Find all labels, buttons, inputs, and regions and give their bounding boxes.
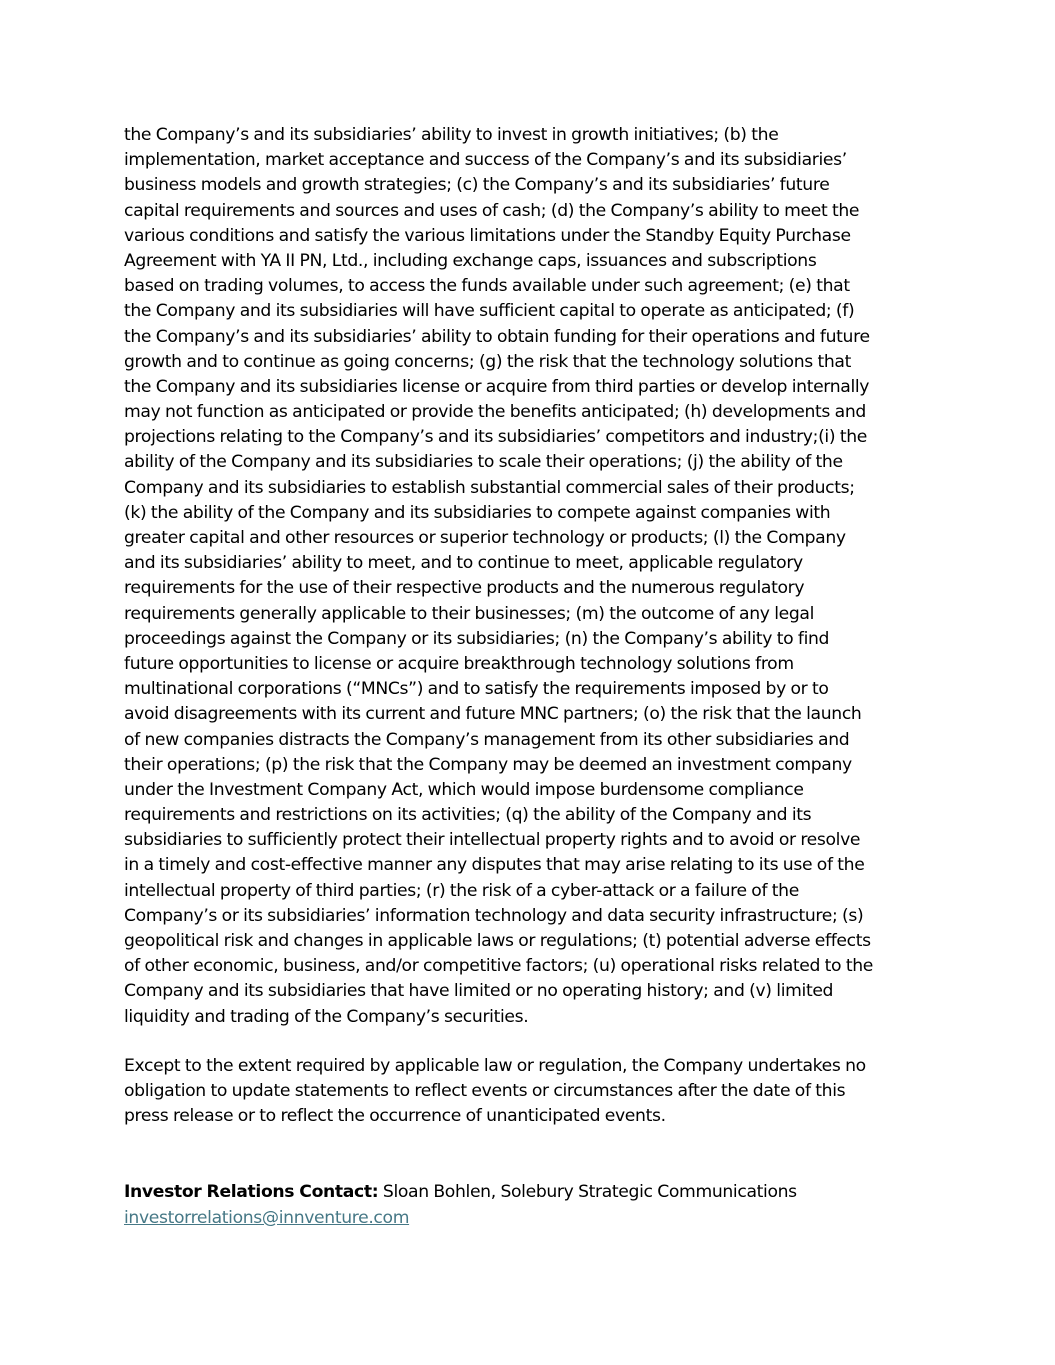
paragraph-line: may not function as anticipated or provide the benefits anticipated; (h) developments and — [124, 402, 866, 423]
paragraph-line: and its subsidiaries’ ability to meet, and to continue to meet, applicable regulatory — [124, 553, 803, 574]
section-spacer — [124, 1130, 942, 1181]
paragraph-line: press release or to reflect the occurrence of unanticipated events. — [124, 1106, 666, 1127]
contact-email-link[interactable]: investorrelations@innventure.com — [124, 1207, 410, 1228]
paragraph-line: requirements and restrictions on its activities; (q) the ability of the Company and its — [124, 805, 812, 826]
paragraph-line: implementation, market acceptance and success of the Company’s and its subsidiaries’ — [124, 150, 847, 171]
paragraph-line: capital requirements and sources and uses of cash; (d) the Company’s ability to meet the — [124, 200, 860, 221]
paragraph-line: geopolitical risk and changes in applicable laws or regulations; (t) potential adverse effects — [124, 931, 871, 951]
investor-relations-contact — [124, 1180, 942, 1230]
paragraph-line: the Company’s and its subsidiaries’ ability to obtain funding for their operations and future — [124, 326, 870, 347]
contact-name: Sloan Bohlen, Solebury Strategic Communications — [378, 1182, 797, 1203]
contact-label: Investor Relations Contact: — [124, 1182, 379, 1203]
paragraph-line: business models and growth strategies; (c) the Company’s and its subsidiaries’ future — [124, 175, 830, 196]
paragraph-line: requirements for the use of their respective products and the numerous regulatory — [124, 578, 805, 599]
paragraph-line: under the Investment Company Act, which would impose burdensome compliance — [124, 779, 804, 800]
forward-looking-risk-factors-paragraph — [124, 123, 942, 1030]
paragraph-line: growth and to continue as going concerns; (g) the risk that the technology solutions that — [124, 351, 851, 372]
paragraph-line: Except to the extent required by applicable law or regulation, the Company undertakes no — [124, 1056, 866, 1077]
paragraph-line: intellectual property of third parties; (r) the risk of a cyber-attack or a failure of the — [124, 880, 799, 901]
paragraph-line: projections relating to the Company’s and its subsidiaries’ competitors and industry;(i) the — [124, 427, 867, 448]
paragraph-spacer — [124, 1030, 942, 1054]
paragraph-line: various conditions and satisfy the various limitations under the Standby Equity Purchase — [124, 225, 851, 246]
paragraph-line: proceedings against the Company or its subsidiaries; (n) the Company’s ability to find — [124, 628, 830, 649]
paragraph-line: Company and its subsidiaries that have limited or no operating history; and (v) limited — [124, 981, 834, 1002]
paragraph-line: (k) the ability of the Company and its subsidiaries to compete against companies with — [124, 502, 831, 523]
contact-line — [124, 1180, 942, 1205]
document-page — [124, 123, 942, 1231]
paragraph-line: future opportunities to license or acquire breakthrough technology solutions from — [124, 653, 794, 674]
no-obligation-to-update-paragraph — [124, 1054, 942, 1130]
paragraph-line: Company’s or its subsidiaries’ information technology and data security infrastructure; (s) — [124, 905, 864, 926]
paragraph-line: of other economic, business, and/or competitive factors; (u) operational risks related to the — [124, 956, 873, 977]
paragraph-line: ability of the Company and its subsidiaries to scale their operations; (j) the ability of the — [124, 452, 843, 473]
paragraph-line: subsidiaries to sufficiently protect their intellectual property rights and to avoid or resolve — [124, 830, 861, 851]
paragraph-line: Company and its subsidiaries to establish substantial commercial sales of their products; — [124, 477, 855, 498]
paragraph-line: based on trading volumes, to access the funds available under such agreement; (e) that — [124, 276, 850, 297]
email-line — [124, 1206, 942, 1231]
paragraph-line: liquidity and trading of the Company’s securities. — [124, 1006, 529, 1027]
paragraph-line: the Company and its subsidiaries license or acquire from third parties or develop internally — [124, 376, 870, 397]
paragraph-line: multinational corporations (“MNCs”) and to satisfy the requirements imposed by or to — [124, 679, 829, 700]
paragraph-line: avoid disagreements with its current and future MNC partners; (o) the risk that the launch — [124, 704, 862, 725]
paragraph-line: of new companies distracts the Company’s management from its other subsidiaries and — [124, 729, 850, 750]
paragraph-line: their operations; (p) the risk that the Company may be deemed an investment company — [124, 754, 852, 775]
paragraph-line: requirements generally applicable to their businesses; (m) the outcome of any legal — [124, 603, 815, 624]
paragraph-line: obligation to update statements to reflect events or circumstances after the date of this — [124, 1081, 846, 1102]
paragraph-line: the Company’s and its subsidiaries’ ability to invest in growth initiatives; (b) the — [124, 125, 779, 145]
paragraph-line: greater capital and other resources or superior technology or products; (l) the Company — [124, 528, 846, 548]
paragraph-line: Agreement with YA II PN, Ltd., including exchange caps, issuances and subscriptions — [124, 250, 817, 271]
paragraph-line: the Company and its subsidiaries will have sufficient capital to operate as anticipated; (f) — [124, 301, 855, 322]
paragraph-line: in a timely and cost-effective manner any disputes that may arise relating to its use of the — [124, 855, 865, 876]
